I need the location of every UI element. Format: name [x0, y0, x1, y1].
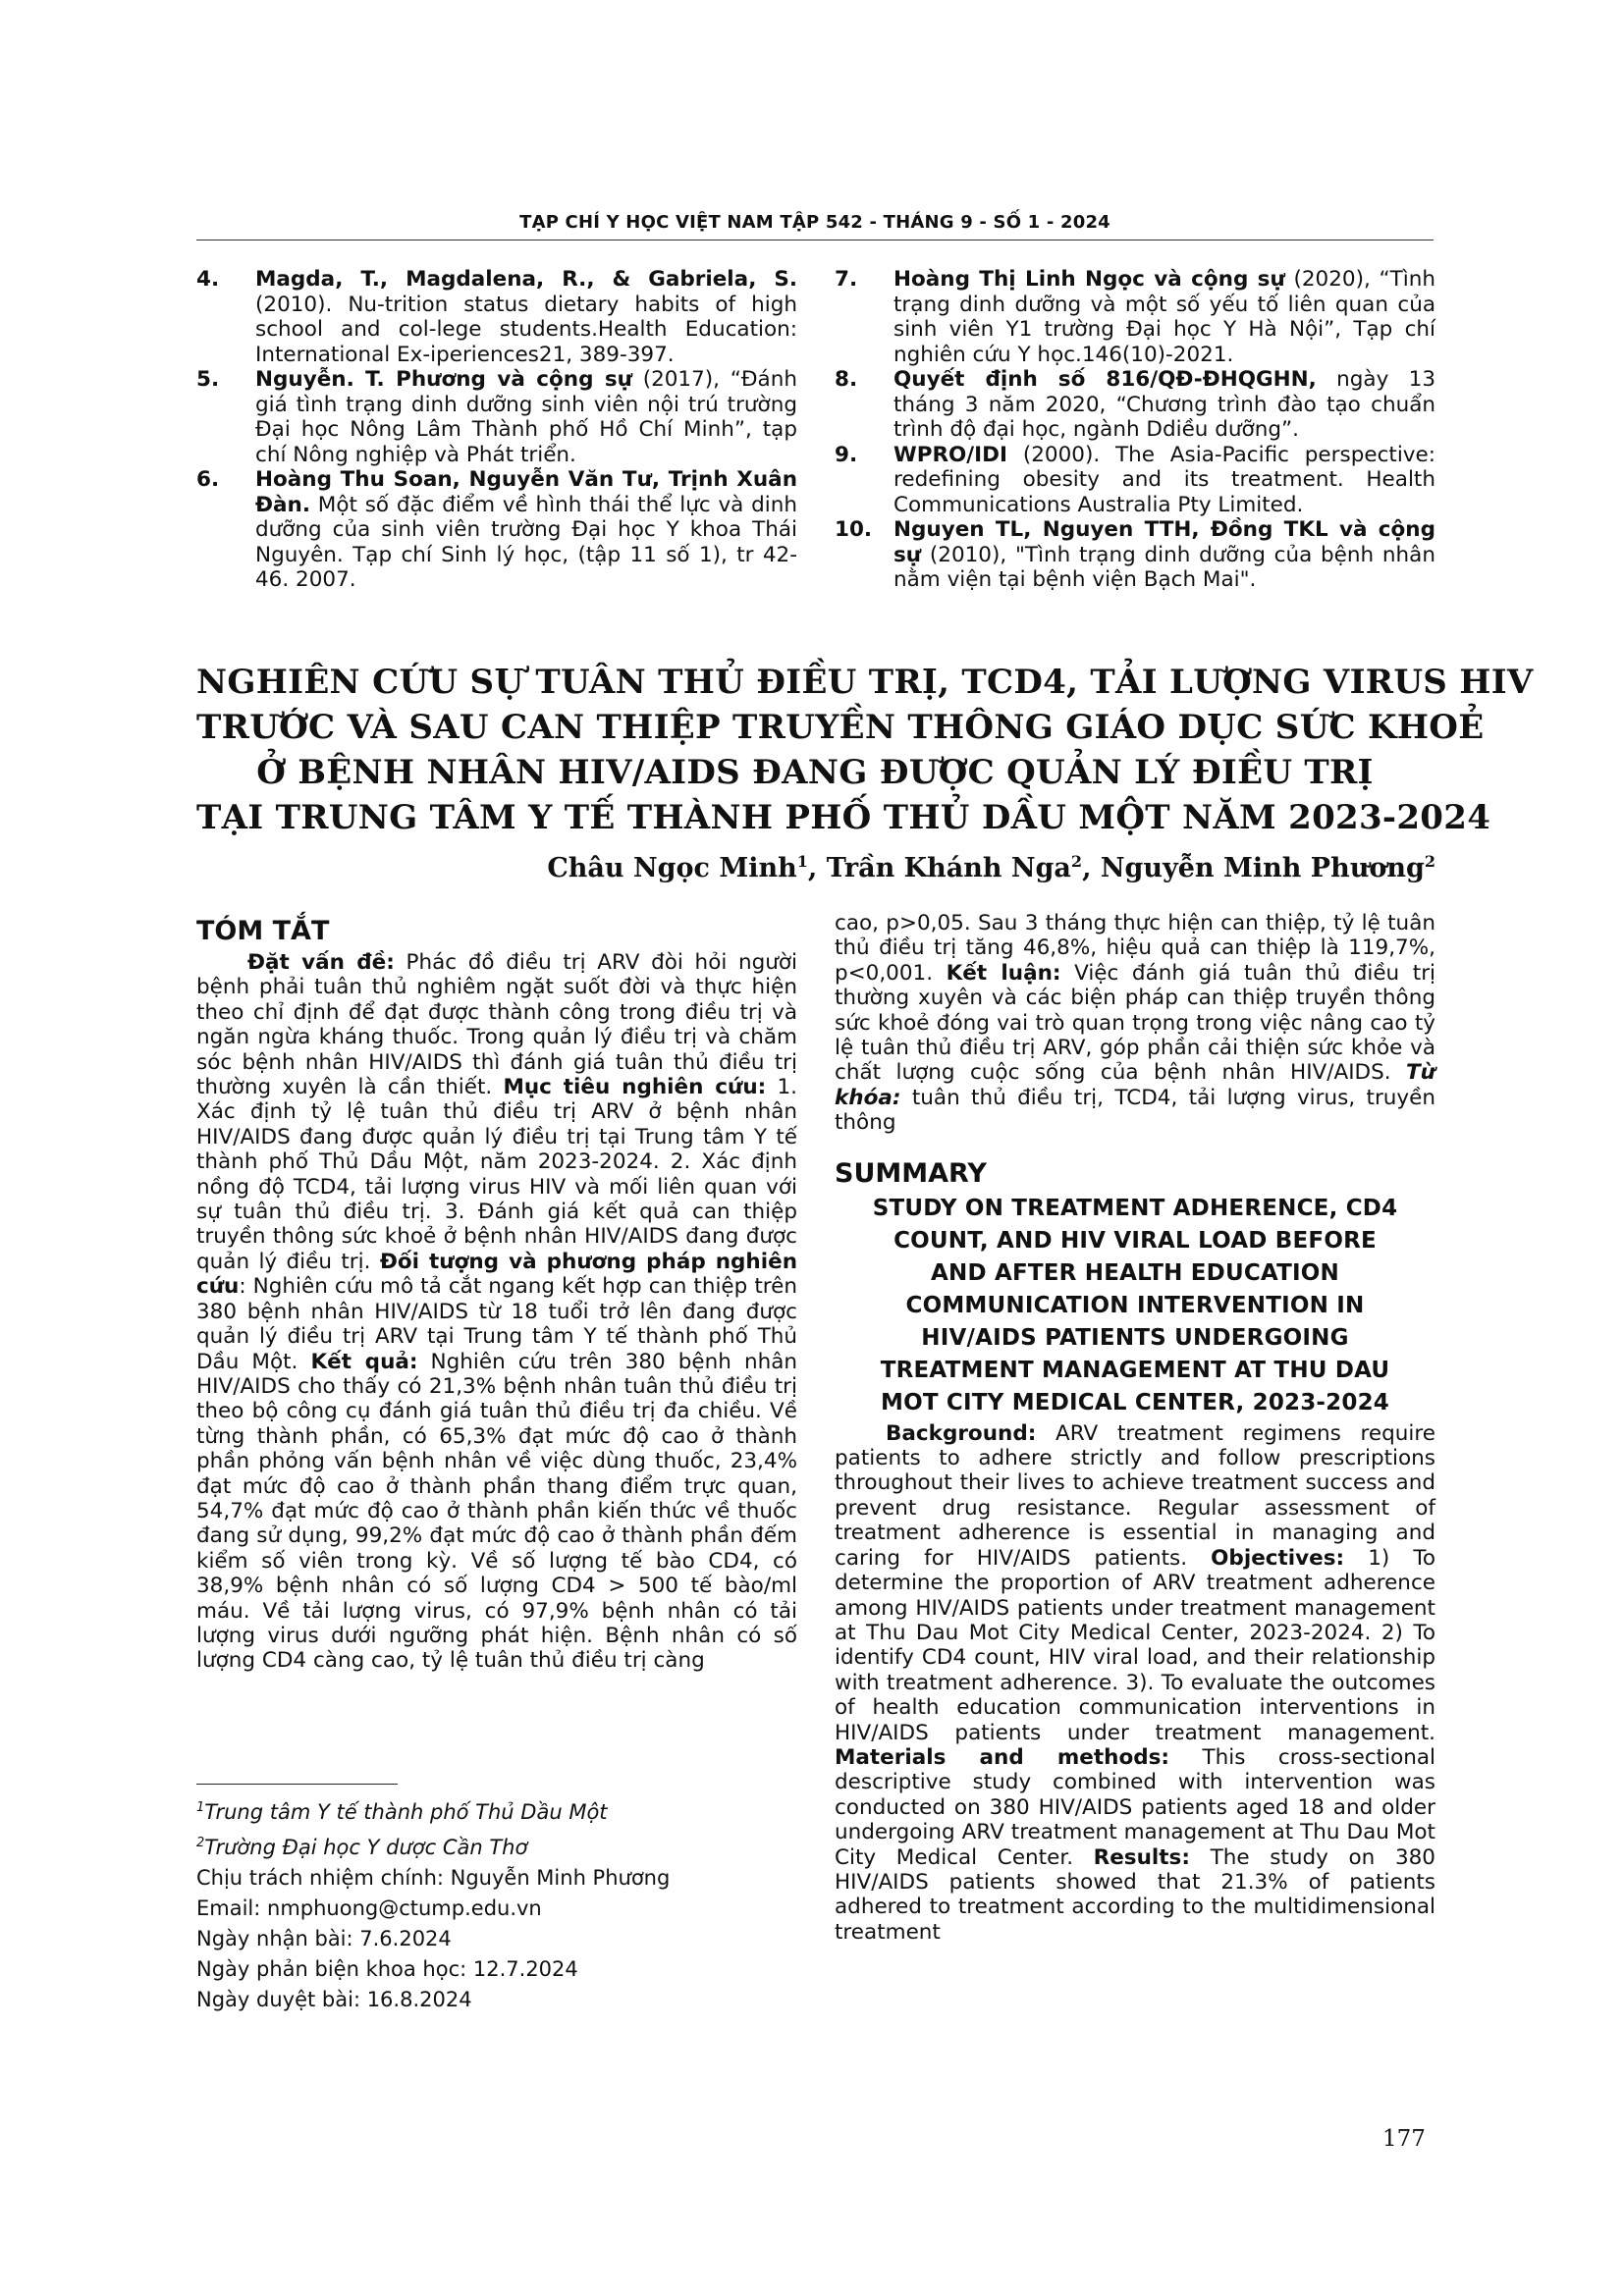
reference-number: 10. — [835, 517, 873, 542]
abstract-text: Việc đánh giá tuân thủ điều trị thường xuyên và các biện pháp can thiệp truyền thông sức khoẻ đóng vai trò quan trọng trong việc nâng cao tỷ lệ tuân thủ điều trị ARV, góp phần cải thiện sức khỏe và chất lượng cuộc sống của bệnh nhân HIV/AIDS. — [835, 960, 1436, 1086]
affiliation-2: $^2$Trường Đại học Y dược Cần Thơ — [196, 1836, 528, 1859]
english-title-line: TREATMENT MANAGEMENT AT THU DAU — [880, 1357, 1390, 1383]
abstract-text: cao, p>0,05. Sau 3 tháng thực hiện can thiệp, tỷ lệ tuân thủ điều trị tăng 46,8%, hiệu quả can thiệp là 119,7%, p<0,001. — [835, 911, 1435, 986]
english-title-line: COMMUNICATION INTERVENTION IN — [905, 1292, 1365, 1318]
summary-heading: SUMMARY — [835, 1157, 987, 1189]
references-left — [196, 267, 797, 593]
reference-item — [835, 267, 1435, 367]
label-results: Kết quả: — [310, 1349, 418, 1374]
author-affiliation-mark: 1 — [796, 852, 808, 871]
abstract-heading: TÓM TẮT — [196, 916, 330, 946]
abstract-text: 1. Xác định tỷ lệ tuân thủ điều trị ARV ở bệnh nhân HIV/AIDS đang được quản lý điều trị tại Trung tâm Y tế thành phố Thủ Dầu Một, năm 2023-2024. 2. Xác định nồng độ TCD4, tải lượng virus HIV và mối liên quan với sự tuân thủ điều trị. 3. Đánh giá kết quả can thiệp truyền thông sức khoẻ ở bệnh nhân HIV/AIDS đang được quản lý điều trị. — [196, 1075, 797, 1274]
label-conclusion: Kết luận: — [946, 960, 1061, 986]
reference-text: (2017), “Đánh giá tình trạng dinh dưỡng sinh viên nội trú trường Đại học Nông Lâm Thành phố Hồ Chí Minh”, tạp chí Nông nghiệp và Phát triển. — [255, 367, 797, 467]
author-name: Châu Ngọc Minh — [547, 853, 797, 883]
summary-text: 1) To determine the proportion of ARV treatment adherence among HIV/AIDS patients under treatment management at Thu Dau Mot City Medical Center, 2023-2024. 2) To identify CD4 count, HIV viral load, and their relationship with treatment adherence. 3). To evaluate the outcomes of health education communication interventions in HIV/AIDS patients under treatment management. — [835, 1545, 1435, 1745]
affiliation-1: $^1$Trung tâm Y tế thành phố Thủ Dầu Một — [196, 1800, 608, 1824]
email: Email: nmphuong@ctump.edu.vn — [196, 1896, 542, 1920]
english-title-line: STUDY ON TREATMENT ADHERENCE, CD4 — [872, 1195, 1398, 1221]
author-separator: , — [807, 853, 827, 883]
title-line: TẠI TRUNG TÂM Y TẾ THÀNH PHỐ THỦ DẦU MỘT NĂM 2023-2024 — [196, 798, 1491, 837]
label-methods: Materials and methods: — [835, 1744, 1170, 1770]
author-separator: , — [1082, 853, 1101, 883]
running-header: TẠP CHÍ Y HỌC VIỆT NAM TẬP 542 - THÁNG 9 - SỐ 1 - 2024 — [519, 212, 1110, 233]
abstract-text: : Nghiên cứu mô tả cắt ngang kết hợp can thiệp trên 380 bệnh nhân HIV/AIDS từ 18 tuổi trở lên đang được quản lý điều trị ARV tại Trung tâm Y tế thành phố Thủ Dầu Một. — [196, 1274, 797, 1374]
reference-authors: Nguyen TL, Nguyen TTH, Đồng TKL và cộng sự — [893, 517, 1435, 567]
reference-authors: Hoàng Thu Soan, Nguyễn Văn Tư, Trịnh Xuân Đàn. — [255, 467, 797, 517]
author-name: Trần Khánh Nga — [826, 853, 1071, 883]
reference-text: Một số đặc điểm về hình thái thể lực và dinh dưỡng của sinh viên trường Đại học Y khoa Thái Nguyên. Tạp chí Sinh lý học, (tập 11 số 1), tr 42-46. 2007. — [255, 492, 797, 592]
label-background: Đặt vấn đề: — [247, 950, 395, 975]
label-methods: Đối tượng và phương pháp nghiên cứu — [196, 1249, 797, 1300]
label-objectives: Objectives: — [1211, 1545, 1345, 1571]
reference-text: (2000). The Asia-Pacific perspective: redefining obesity and its treatment. Health Communications Australia Pty Limited. — [893, 442, 1435, 517]
references-right — [835, 267, 1435, 593]
reference-item — [835, 367, 1435, 443]
label-background: Background: — [886, 1420, 1037, 1446]
label-keywords: Từ khóa: — [835, 1060, 1435, 1110]
english-title-line: COUNT, AND HIV VIRAL LOAD BEFORE — [893, 1227, 1377, 1254]
affiliation-text: Trường Đại học Y dược Cần Thơ — [204, 1836, 528, 1859]
reference-number: 9. — [835, 442, 858, 467]
reference-authors: Nguyễn. T. Phương và cộng sự — [255, 367, 632, 392]
title-line: Ở BỆNH NHÂN HIV/AIDS ĐANG ĐƯỢC QUẢN LÝ ĐIỀU TRỊ — [256, 753, 1374, 792]
reference-item — [835, 443, 1435, 518]
abstract-paragraph — [196, 950, 797, 1674]
abstract-continuation — [835, 911, 1435, 1136]
abstract-vietnamese — [196, 915, 797, 1674]
footnote-rule — [196, 1784, 398, 1785]
reference-authors: Magda, T., Magdalena, R., & Gabriela, S. — [255, 267, 797, 292]
keywords-text: tuân thủ điều trị, TCD4, tải lượng virus, truyền thông — [835, 1085, 1435, 1136]
date-reviewed: Ngày phản biện khoa học: 12.7.2024 — [196, 1957, 578, 1981]
right-column — [835, 911, 1435, 1945]
author-affiliation-mark: 2 — [1070, 852, 1083, 871]
abstract-text: Nghiên cứu trên 380 bệnh nhân HIV/AIDS cho thấy có 21,3% bệnh nhân tuân thủ điều trị theo bộ công cụ đánh giá tuân thủ điều trị đa chiều. Về từng thành phần, có 65,3% đạt mức độ cao ở thành phần phỏng vấn bệnh nhân về việc dùng thuốc, 23,4% đạt mức độ cao ở thành phần thang điểm trực quan, 54,7% đạt mức độ cao ở thành phần kiến thức về thuốc đang sử dụng, 99,2% đạt mức độ cao ở thành phần đếm kiểm số viên trong kỳ. Về số lượng tế bào CD4, có 38,9% bệnh nhân có số lượng CD4 > 500 tế bào/ml máu. Về tải lượng virus, có 97,9% bệnh nhân có tải lượng virus dưới ngưỡng phát hiện. Bệnh nhân có số lượng CD4 càng cao, tỷ lệ tuân thủ điều trị càng — [196, 1349, 797, 1674]
summary-text: The study on 380 HIV/AIDS patients showed that 21.3% of patients adhered to treatment according to the multidimensional treatment — [835, 1844, 1435, 1945]
author-list — [547, 852, 1435, 883]
reference-number: 8. — [835, 367, 858, 392]
english-title — [835, 1193, 1435, 1419]
author-name: Nguyễn Minh Phương — [1100, 853, 1425, 883]
reference-number: 4. — [196, 267, 220, 292]
english-title-line: MOT CITY MEDICAL CENTER, 2023-2024 — [880, 1389, 1389, 1415]
summary-paragraph — [835, 1421, 1435, 1946]
affiliation-text: Trung tâm Y tế thành phố Thủ Dầu Một — [204, 1800, 608, 1824]
reference-authors: Quyết định số 816/QĐ-ĐHQGHN, — [893, 367, 1317, 392]
summary-text: ARV treatment regimens require patients to adhere strictly and follow prescriptions throughout their lives to achieve treatment success and prevent drug resistance. Regular assessment of treatment adherence is essential in managing and caring for HIV/AIDS patients. — [835, 1420, 1435, 1571]
reference-item — [196, 267, 797, 367]
reference-text: (2010). Nu-trition status dietary habits of high school and col-lege students.Health Education: International Ex-iperiences21, 389-397. — [255, 292, 797, 367]
english-title-line: HIV/AIDS PATIENTS UNDERGOING — [921, 1324, 1349, 1351]
footnotes — [196, 1792, 797, 2015]
reference-authors: WPRO/IDI — [893, 442, 1008, 467]
reference-text: (2010), "Tình trạng dinh dưỡng của bệnh nhân nằm viện tại bệnh viện Bạch Mai". — [893, 542, 1435, 592]
title-line: NGHIÊN CỨU SỰ TUÂN THỦ ĐIỀU TRỊ, TCD4, TẢI LƯỢNG VIRUS HIV — [196, 663, 1534, 702]
reference-item — [196, 467, 797, 593]
reference-number: 5. — [196, 367, 220, 392]
english-title-line: AND AFTER HEALTH EDUCATION — [931, 1259, 1339, 1286]
article-title — [196, 660, 1534, 840]
reference-number: 7. — [835, 267, 858, 292]
label-objectives: Mục tiêu nghiên cứu: — [503, 1075, 767, 1100]
page-number: 177 — [1382, 2126, 1426, 2152]
reference-authors: Hoàng Thị Linh Ngọc và cộng sự — [893, 267, 1285, 292]
title-line: TRƯỚC VÀ SAU CAN THIỆP TRUYỀN THÔNG GIÁO DỤC SỨC KHOẺ — [196, 708, 1485, 747]
reference-item — [835, 517, 1435, 593]
reference-text: (2020), “Tình trạng dinh dưỡng và một số yếu tố liên quan của sinh viên Y1 trường Đại học Y Hà Nội”, Tạp chí nghiên cứu Y học.146(10)-2021. — [893, 267, 1436, 367]
date-received: Ngày nhận bài: 7.6.2024 — [196, 1927, 452, 1950]
reference-number: 6. — [196, 467, 220, 492]
author-affiliation-mark: 2 — [1424, 852, 1435, 871]
reference-text: ngày 13 tháng 3 năm 2020, “Chương trình đào tạo chuẩn trình độ đại học, ngành Ddiều dưỡng”. — [893, 367, 1435, 442]
corresponding-author: Chịu trách nhiệm chính: Nguyễn Minh Phương — [196, 1866, 671, 1890]
label-results: Results: — [1093, 1844, 1190, 1870]
date-accepted: Ngày duyệt bài: 16.8.2024 — [196, 1988, 472, 2011]
abstract-text: Phác đồ điều trị ARV đòi hỏi người bệnh phải tuân thủ nghiêm ngặt suốt đời và thực hiện theo chỉ định để đạt được thành công trong điều trị và ngăn ngừa kháng thuốc. Trong quản lý điều trị và chăm sóc bệnh nhân HIV/AIDS thì đánh giá tuân thủ điều trị thường xuyên là cần thiết. — [196, 950, 798, 1100]
summary-text: This cross-sectional descriptive study combined with intervention was conducted on 380 HIV/AIDS patients aged 18 and older undergoing ARV treatment management at Thu Dau Mot City Medical Center. — [835, 1744, 1435, 1870]
reference-item — [196, 367, 797, 467]
